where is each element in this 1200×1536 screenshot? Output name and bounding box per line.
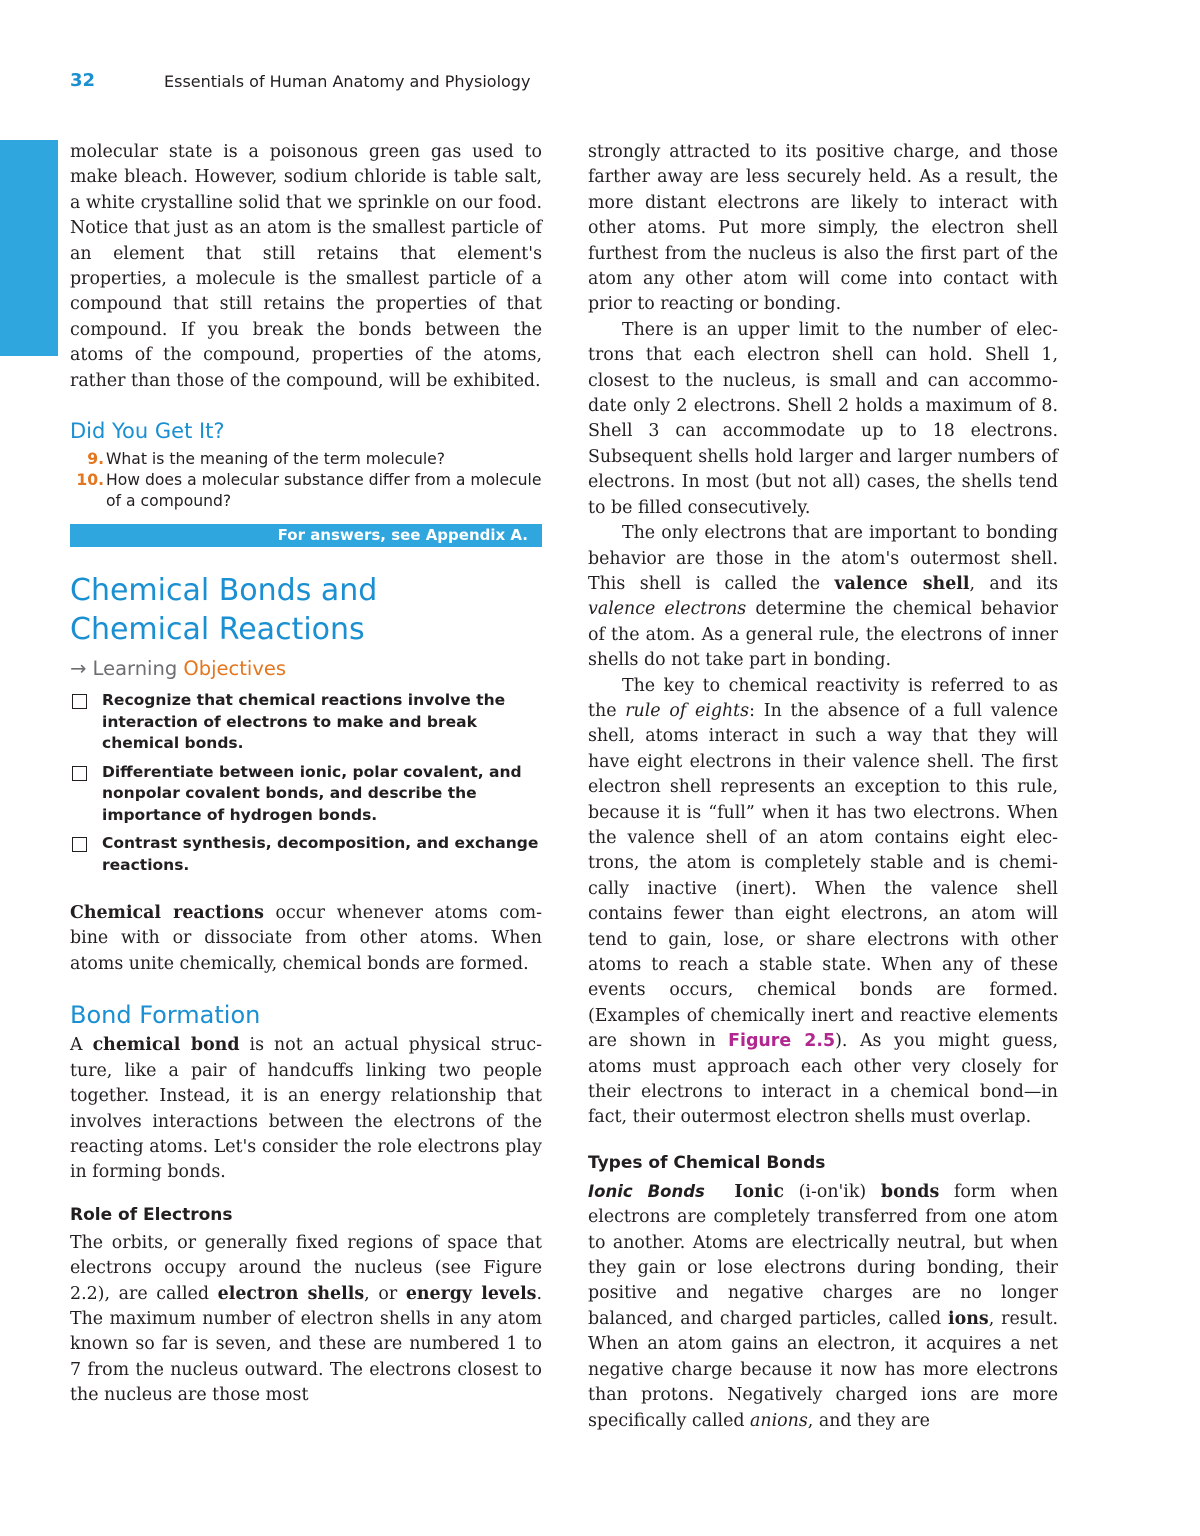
run-in-heading: Ionic Bonds <box>588 1181 705 1201</box>
page-number: 32 <box>70 70 96 91</box>
italic-term: anions <box>750 1410 808 1431</box>
question-number: 9. <box>87 450 104 469</box>
bond-formation-heading: Bond Formation <box>70 1001 261 1030</box>
key-term: chemical bond <box>92 1035 240 1056</box>
answers-note-bar: For answers, see Appendix A. <box>70 524 542 547</box>
key-term: Chemical reactions <box>70 903 264 924</box>
section-heading <box>70 571 542 649</box>
objective-text: Recognize that chemical reactions involve the interaction of electrons to make and break chemical bonds. <box>102 691 506 753</box>
figure-link[interactable]: Figure 2.5 <box>728 1031 836 1052</box>
key-term: ions <box>948 1308 989 1329</box>
checkbox-icon <box>72 837 87 852</box>
learning-objectives-heading <box>70 657 542 680</box>
key-term: electron shells <box>217 1283 365 1304</box>
objective-item <box>70 833 542 876</box>
section-heading-line: Chemical Reactions <box>70 612 365 648</box>
chemical-reactions-paragraph: Chemical reactions occur whenever atoms combine with or dissociate from other atoms. When atoms unite chemically, chemical bonds are formed. <box>70 903 542 974</box>
objective-text: Differentiate between ionic, polar covalent, and nonpolar covalent bonds, and describe the importance of hydrogen bonds. <box>102 762 522 824</box>
types-of-chemical-bonds-heading: Types of Chemical Bonds <box>588 1152 826 1173</box>
question-text: How does a molecular substance differ from a molecule of a compound? <box>106 471 542 511</box>
question-number: 10. <box>76 471 104 490</box>
intro-paragraph: molecular state is a poisonous green gas used to make bleach. However, sodium chloride is table salt, a white crystalline solid that we sprinkle on our food. Notice that just as an atom is the smallest particle of an element that still retains that element's properties, a molecule is the smallest particle of a compound that still retains the properties of that compound. If you break the bonds between the atoms of the compound, properties of the atoms, rather than those of the compound, will be exhibited. <box>70 142 542 391</box>
question-text: What is the meaning of the term molecule? <box>106 450 446 469</box>
key-term: energy levels <box>405 1283 537 1304</box>
running-header: Essentials of Human Anatomy and Physiology <box>164 72 531 91</box>
objectives-label: Objectives <box>183 657 287 681</box>
chapter-tab <box>0 140 58 356</box>
paragraph: The only electrons that are important to bonding behavior are those in the atom's outermost shell. This shell is called the valence shell, and its valence electrons determine the chemical behavior of the atom. As a general rule, the electrons of inner shells do not take part in bonding. <box>588 523 1059 671</box>
key-term: Ionic <box>734 1181 784 1202</box>
italic-term: valence electrons <box>588 599 747 620</box>
role-of-electrons-heading: Role of Electrons <box>70 1204 233 1225</box>
paragraph: There is an upper limit to the number of electrons that each electron shell can hold. Shell 1, closest to the nucleus, is small and can accommodate only 2 electrons. Shell 2 holds a maximum of 8. Shell 3 can accommodate up to 18 electrons. Subsequent shells hold larger and larger numbers of electrons. In most (but not all) cases, the shells tend to be filled consecutively. <box>588 319 1058 518</box>
role-of-electrons-paragraph: The orbits, or generally fixed regions of space that electrons occupy around the nucleus (see Figure 2.2), are called electron shells, or energy levels. The maximum number of electron shells in any atom known so far is seven, and these are numbered 1 to 7 from the nucleus outward. The electrons closest to the nucleus are those most <box>70 1232 543 1406</box>
key-term: bonds <box>880 1181 940 1202</box>
objective-item <box>70 690 542 755</box>
chemical-bond-paragraph: A chemical bond is not an actual physical structure, like a pair of handcuffs linking two people together. Instead, it is an energy relationship that involves interactions between the electrons of the reacting atoms. Let's consider the role electrons play in forming bonds. <box>70 1035 542 1183</box>
paragraph: strongly attracted to its positive charge, and those farther away are less securely held. As a result, the more distant electrons are likely to interact with other atoms. Put more simply, the electron shell furthest from the nucleus is also the first part of the atom any other atom will come into contact with prior to reacting or bonding. <box>588 142 1058 315</box>
objective-item <box>70 762 542 827</box>
right-column <box>588 140 1058 1434</box>
checkbox-icon <box>72 766 87 781</box>
question-item <box>70 470 542 512</box>
learning-label: Learning <box>92 657 178 681</box>
section-heading-line: Chemical Bonds and <box>70 573 378 609</box>
checkbox-icon <box>72 694 87 709</box>
ionic-bonds-paragraph: Ionic Bonds Ionic (i-on'ik) bonds form when electrons are completely transferred from one atom to another. Atoms are electrically neutral, but when they gain or lose electrons during bonding, their positive and negative charges are no longer balanced, and charged particles, called ions, result. When an atom gains an electron, it acquires a net negative charge because it now has more electrons than protons. Negatively charged ions are more specifically called anions, and they are <box>588 1181 1058 1431</box>
left-column <box>70 140 542 1409</box>
arrow-right-icon: → <box>70 657 87 681</box>
key-term: valence shell <box>834 573 970 594</box>
objective-text: Contrast synthesis, decomposition, and exchange reactions. <box>102 834 539 874</box>
italic-term: rule of eights <box>625 700 750 721</box>
question-item <box>70 449 542 470</box>
paragraph: The key to chemical reactivity is referred to as the rule of eights: In the absence of a full valence shell, atoms interact in such a way that they will have eight electrons in their valence shell. The first electron shell represents an exception to this rule, because it is “full” when it has two electrons. When the valence shell of an atom contains eight electrons, the atom is completely stable and is chemically inactive (inert). When the valence shell contains fewer than eight electrons, an atom will tend to gain, lose, or share electrons with other atoms to reach a stable state. When any of these events occurs, chemical bonds are formed. (Examples of chemically inert and reactive elements are shown in Figure 2.5). As you might guess, atoms must approach each other very closely for their electrons to interact in a chemical bond—in fact, their outermost electron shells must overlap. <box>588 675 1059 1128</box>
did-you-get-it-heading: Did You Get It? <box>70 419 225 444</box>
